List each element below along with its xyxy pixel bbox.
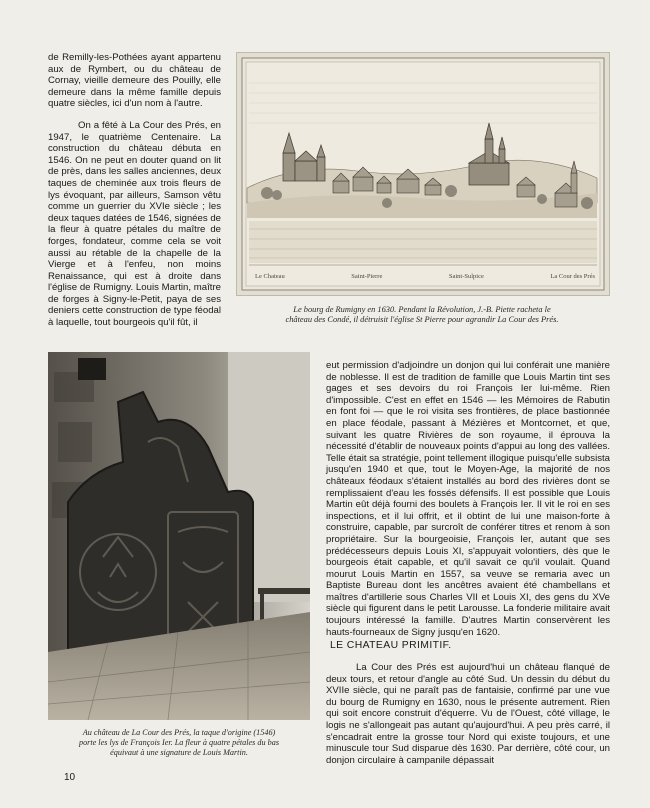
intro-paragraph-2: On a fêté à La Cour des Prés, en 1947, le quatrième Centenaire. La construction du château débuta en 1546. On ne peut en douter quand on lit de près, dans les salles anciennes, deux taques de cheminée aux trois fleurs de lys évoquant, par ailleurs, Samson vêtu comme un guerrier du XVIe siècle ; les deux taques datées de 1546, signées de la fleur à quatre pétales du maître de forges, fondateur, comme cela se voit aussi au rétable de la chapelle de la Vierge et à l'enfeu, non moins Renaissance, qui est à droite dans l'église de Rumigny. Louis Martin, maître de forges à Signy-le-Petit, paya de ses deniers cette construction de type féodal à laquelle, tout bourgeois qu'il fût, il xyxy=(48,119,221,329)
page-number: 10 xyxy=(64,772,76,783)
photo-caption-line-2: porte les lys de François Ier. La fleur à quatre pétales du bas xyxy=(78,738,280,747)
photo-caption xyxy=(48,728,310,758)
label-cour-des-pres: La Cour des Prés xyxy=(550,273,595,280)
engraving-caption-line-2: château des Condé, il détruisit l'église St Pierre pour agrandir La Cour des Prés. xyxy=(285,315,559,324)
photo-caption-line-1: Au château de La Cour des Prés, la taque d'origine (1546) xyxy=(82,728,276,737)
engraving-caption-line-1: Le bourg de Rumigny en 1630. Pendant la Révolution, J.-B. Piette racheta le xyxy=(293,305,551,314)
section-paragraph-1: La Cour des Prés est aujourd'hui un château flanqué de deux tours, et retour d'angle au côté Sud. Un dessin du début du XVIIe siècle, qui ne paraît pas de fantaisie, confirmé par une vue du bourg de Rumigny en 1630, nous le présente autrement. Rien qui soit encore construit d'équerre. Vu de l'Ouest, côté village, le logis ne s'allongeait pas autant qu'aujourd'hui. A peu près carré, il s'encadrait entre la grosse tour Nord qui existe toujours, et une minuscule tour Sud disparue dès 1630. Par derrière, côté cour, un donjon circulaire à campanile dépassait xyxy=(326,662,610,766)
engraving-rumigny-1630 xyxy=(236,52,610,296)
engraving-labels xyxy=(247,273,599,280)
engraving-illustration xyxy=(237,53,609,295)
fireback-photo xyxy=(48,352,310,720)
intro-column xyxy=(48,52,221,329)
main-paragraph-1: eut permission d'adjoindre un donjon qui lui conférait une manière de noblesse. Il est de tradition de famille que Louis Martin tint ses gages et ses devoirs du roi François Ier lui-même. Rien d'impossible. C'est en effet en 1546 — les Mémoires de Rabutin en font foi — que le roi visita ses frontières, de place bastionnée en place féodale, passant à Mézières et Montcornet, et que, suivant les quatre Rivières de son royaume, il éprouva la nécessité d'établir de nouveaux points d'appui au long des vallées. Telle était sa stratégie, point tellement illogique puisqu'elle subsista jusqu'en 1940 et que, tout le Moyen-Age, la majorité de nos châteaux féodaux s'étaient installés au bord des rivières dont se remplissaient d'eau les fossés défensifs. Il est possible que Louis Martin eût déjà fourni des boulets à François Ier. Il vit le roi en ses inspections, et il lui offrit, et il obtint de lui une maison-forte à construire, capable, par surcroît de conférer titres et renom à son propriétaire. Sur la bourgeoisie, François Ier, autant que ses prédécesseurs depuis Louis XI, s'appuyait volontiers, dès que le bourgeois était capable, et qu'il savait ce qu'il voulait. Quand mourut Louis Martin en 1557, sa veuve se remaria avec un Baptiste Bureau dont les ancêtres avaient été chambellans et maîtres d'artillerie sous Charles VII et Louis XI, des gens du XVe siècle qui figurent dans le petit Larousse. La fonderie militaire avait toujours intéressé la famille. D'autres Martin conservèrent les hauts-fourneaux de Signy jusqu'en 1620. xyxy=(326,360,610,638)
intro-paragraph-1: de Remilly-les-Pothées ayant appartenu aux de Rymbert, ou du château de Cornay, vieille demeure des Pouilly, elle demeure dans la même famille depuis quatre siècles, ici d'un nom à l'autre. xyxy=(48,52,221,110)
section-column xyxy=(326,662,610,766)
fireback-illustration xyxy=(48,352,310,720)
main-column xyxy=(326,360,610,638)
photo-caption-line-3: équivaut à une signature de Louis Martin. xyxy=(110,748,248,757)
engraving-caption xyxy=(236,305,608,325)
label-saint-sulpice: Saint-Sulpice xyxy=(448,273,484,280)
section-heading: LE CHATEAU PRIMITIF. xyxy=(330,640,452,651)
label-saint-pierre: Saint-Pierre xyxy=(351,273,383,280)
label-le-chateau: Le Chateau xyxy=(255,273,285,280)
